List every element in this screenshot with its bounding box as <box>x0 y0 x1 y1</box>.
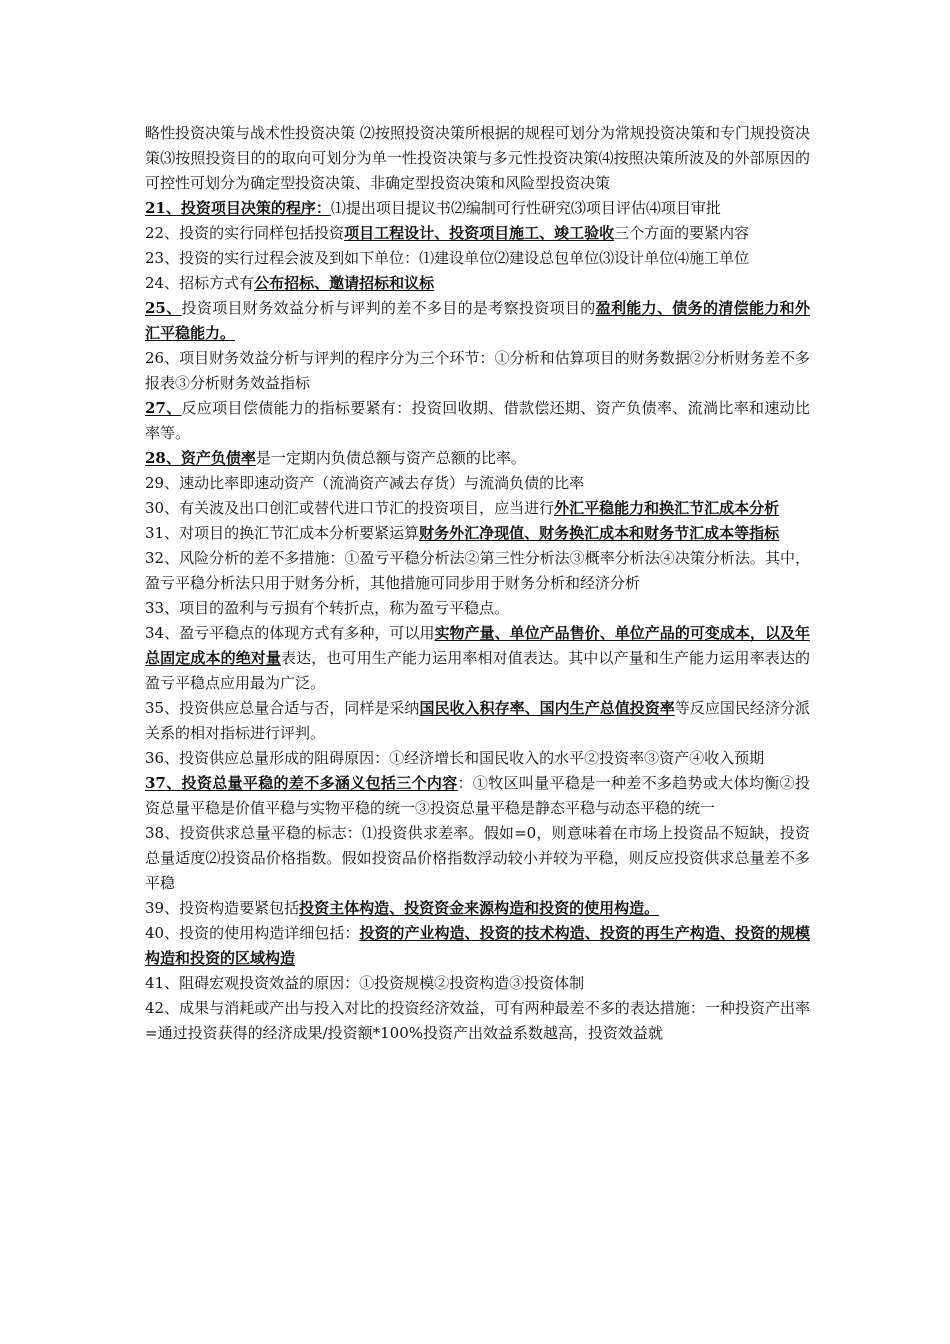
paragraph-31 <box>145 521 810 546</box>
text-segment: 41、阻碍宏观投资效益的原因：①投资规模②投资构造③投资体制 <box>145 974 585 992</box>
paragraph-26 <box>145 346 810 396</box>
paragraph-25 <box>145 296 810 346</box>
text-segment: 40、投资的使用构造详细包括： <box>145 924 360 942</box>
paragraph-23 <box>145 246 810 271</box>
text-segment: 略性投资决策与战术性投资决策 ⑵按照投资决策所根据的规程可划分为常规投资决策和专门规投资决策⑶按照投资目的的取向可划分为单一性投资决策与多元性投资决策⑷按照决策所波及的外部原因的可控性可划分为确定型投资决策、非确定型投资决策和风险型投资决策 <box>145 124 810 192</box>
paragraph-40 <box>145 921 810 971</box>
highlight-segment: 公布招标、邀请招标和议标 <box>254 274 435 292</box>
text-segment: 是一定期内负债总额与资产总额的比率。 <box>255 449 526 467</box>
text-segment: ：①牧区叫量平稳是一种差不多趋势或大体均衡②投资总量平稳是价值平稳与实物平稳的统一③投资总量平稳是静态平稳与动态平稳的统一 <box>145 774 810 817</box>
text-segment: 24、招标方式有 <box>145 274 255 292</box>
text-segment: 34、盈亏平稳点的体现方式有多种，可以用 <box>145 624 435 642</box>
paragraph-41 <box>145 971 810 996</box>
highlight-segment: 项目工程设计、投资项目施工、竣工验收 <box>344 224 615 242</box>
paragraph-20-continued <box>145 121 810 196</box>
highlight-segment: 外汇平稳能力和换汇节汇成本分析 <box>554 499 780 517</box>
text-segment: 反应项目偿债能力的指标要紧有：投资回收期、借款偿还期、资产负债率、流淌比率和速动比率等。 <box>145 399 810 442</box>
text-segment: 39、投资构造要紧包括 <box>145 899 300 917</box>
text-segment: 23、投资的实行过程会波及到如下单位：⑴建设单位⑵建设总包单位⑶设计单位⑷施工单位 <box>145 249 750 267</box>
text-segment: 36、投资供应总量形成的阻碍原因：①经济增长和国民收入的水平②投资率③资产④收入预期 <box>145 749 765 767</box>
paragraph-33 <box>145 596 810 621</box>
paragraph-27 <box>145 396 810 446</box>
highlight-segment: 25、 <box>145 299 182 317</box>
highlight-segment: 盈利能力、债务的清偿能力和外汇平稳能力。 <box>145 299 810 342</box>
text-segment: 38、投资供求总量平稳的标志：⑴投资供求差率。假如=0，则意味着在市场上投资品不短缺，投资总量适度⑵投资品价格指数。假如投资品价格指数浮动较小并较为平稳，则反应投资供求总量差不多平稳 <box>145 824 810 892</box>
highlight-segment: 投资主体构造、投资资金来源构造和投资的使用构造。 <box>299 899 660 917</box>
text-segment: 32、风险分析的差不多措施：①盈亏平稳分析法②第三性分析法③概率分析法④决策分析法。其中，盈亏平稳分析法只用于财务分析，其他措施可同步用于财务分析和经济分析 <box>145 549 810 592</box>
paragraph-36 <box>145 746 810 771</box>
text-segment: 33、项目的盈利与亏损有个转折点，称为盈亏平稳点。 <box>145 599 510 617</box>
paragraph-30 <box>145 496 810 521</box>
text-segment: 表达，也可用生产能力运用率相对值表达。其中以产量和生产能力运用率表达的盈亏平稳点应用最为广泛。 <box>145 649 810 692</box>
highlight-segment: 实物产量、单位产品售价、单位产品的可变成本，以及年总固定成本的绝对量 <box>145 624 810 667</box>
text-segment: 26、项目财务效益分析与评判的程序分为三个环节：①分析和估算项目的财务数据②分析财务差不多报表③分析财务效益指标 <box>145 349 810 392</box>
highlight-segment: 21、投资项目决策的程序： <box>145 199 331 217</box>
paragraph-38 <box>145 821 810 896</box>
paragraph-42 <box>145 996 810 1046</box>
highlight-segment: 27、 <box>145 399 182 417</box>
paragraph-35 <box>145 696 810 746</box>
text-segment: 29、速动比率即速动资产（流淌资产减去存货）与流淌负债的比率 <box>145 474 585 492</box>
text-segment: ⑴提出项目提议书⑵编制可行性研究⑶项目评估⑷项目审批 <box>330 199 721 217</box>
paragraph-22 <box>145 221 810 246</box>
text-segment: 等反应国民经济分派关系的相对指标进行评判。 <box>145 699 810 742</box>
text-segment: 投资项目财务效益分析与评判的差不多目的是考察投资项目的 <box>181 299 596 317</box>
text-segment: 三个方面的要紧内容 <box>614 224 750 242</box>
highlight-segment: 37、投资总量平稳的差不多涵义包括三个内容 <box>145 774 458 792</box>
paragraph-28 <box>145 446 810 471</box>
text-segment: 30、有关波及出口创汇或替代进口节汇的投资项目，应当进行 <box>145 499 555 517</box>
highlight-segment: 投资的产业构造、投资的技术构造、投资的再生产构造、投资的规模构造和投资的区域构造 <box>145 924 810 967</box>
paragraph-32 <box>145 546 810 596</box>
document-body <box>145 121 810 1046</box>
paragraph-34 <box>145 621 810 696</box>
highlight-segment: 财务外汇净现值、财务换汇成本和财务节汇成本等指标 <box>419 524 780 542</box>
text-segment: 42、成果与消耗或产出与投入对比的投资经济效益，可有两种最差不多的表达措施：一种投资产出率=通过投资获得的经济成果/投资额*100%投资产出效益系数越高，投资效益就 <box>145 999 810 1042</box>
paragraph-29 <box>145 471 810 496</box>
highlight-segment: 国民收入积存率、国内生产总值投资率 <box>419 699 675 717</box>
paragraph-24 <box>145 271 810 296</box>
text-segment: 31、对项目的换汇节汇成本分析要紧运算 <box>145 524 420 542</box>
text-segment: 35、投资供应总量合适与否，同样是采纳 <box>145 699 420 717</box>
highlight-segment: 28、资产负债率 <box>145 449 256 467</box>
text-segment: 22、投资的实行同样包括投资 <box>145 224 345 242</box>
paragraph-39 <box>145 896 810 921</box>
paragraph-21 <box>145 196 810 221</box>
paragraph-37 <box>145 771 810 821</box>
